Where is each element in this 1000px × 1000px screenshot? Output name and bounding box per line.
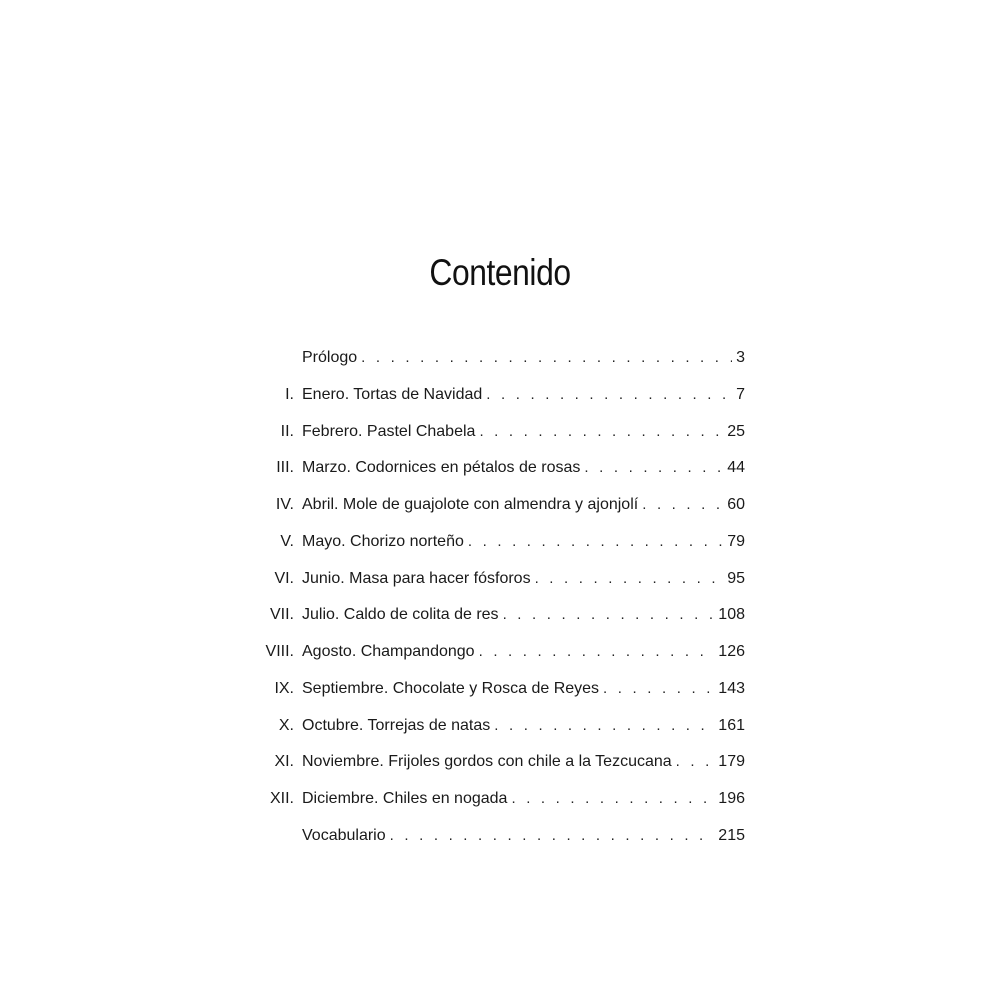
dot-leader (676, 747, 715, 777)
toc-entry-diciembre (250, 784, 745, 821)
chapter-title: Febrero. Pastel Chabela (302, 422, 476, 440)
page-number: 95 (727, 569, 745, 587)
toc-entry-junio (250, 564, 745, 601)
page-title: Contenido (429, 252, 571, 293)
chapter-number: X. (278, 716, 294, 734)
dot-leader (390, 821, 715, 851)
dot-leader (468, 527, 723, 557)
dot-leader (503, 600, 715, 630)
chapter-title: Prólogo (302, 349, 358, 366)
page-number: 126 (718, 643, 745, 660)
page-number: 161 (718, 716, 745, 734)
dot-leader (642, 490, 723, 520)
dot-leader (486, 380, 732, 410)
toc-entry-noviembre (250, 747, 745, 784)
chapter-title: Abril. Mole de guajolote con almendra y ajonjolí (302, 496, 639, 513)
toc-entry-febrero (250, 417, 745, 454)
toc-entry-abril (250, 490, 745, 527)
chapter-number: II. (280, 422, 294, 440)
dot-leader (535, 564, 724, 594)
page-number: 3 (736, 349, 745, 366)
chapter-number: I. (285, 385, 294, 403)
chapter-number: III. (276, 459, 294, 477)
chapter-title: Vocabulario (302, 826, 386, 844)
chapter-title: Noviembre. Frijoles gordos con chile a la Tezcucana (302, 753, 672, 771)
chapter-number: XII. (269, 790, 294, 807)
chapter-title: Julio. Caldo de colita de res (302, 606, 499, 624)
toc-entry-enero (250, 380, 745, 417)
table-of-contents (250, 343, 745, 858)
toc-entry-mayo (250, 527, 745, 564)
chapter-number: XI. (274, 753, 294, 771)
chapter-number: VII. (269, 606, 294, 624)
dot-leader (494, 711, 714, 741)
page-number: 60 (727, 496, 745, 513)
page-number: 7 (736, 385, 745, 403)
dot-leader (361, 343, 732, 373)
chapter-number: IX. (274, 679, 294, 697)
toc-entry-vocabulario (250, 821, 745, 858)
page-number: 143 (718, 679, 745, 697)
chapter-title: Septiembre. Chocolate y Rosca de Reyes (302, 679, 600, 697)
dot-leader (479, 637, 715, 667)
toc-entry-julio (250, 600, 745, 637)
dot-leader (511, 784, 714, 814)
toc-entry-prologo (250, 343, 745, 380)
chapter-title: Diciembre. Chiles en nogada (302, 790, 508, 807)
toc-entry-agosto (250, 637, 745, 674)
dot-leader (603, 674, 714, 704)
page-number: 215 (718, 826, 745, 844)
toc-entry-septiembre (250, 674, 745, 711)
page-number: 79 (727, 532, 745, 550)
dot-leader (584, 453, 723, 483)
chapter-title: Marzo. Codornices en pétalos de rosas (302, 459, 581, 477)
chapter-number: VI. (274, 569, 294, 587)
chapter-title: Mayo. Chorizo norteño (302, 532, 464, 550)
dot-leader (479, 417, 723, 447)
page-number: 196 (718, 790, 745, 807)
page-number: 179 (718, 753, 745, 771)
chapter-number: IV. (275, 496, 294, 513)
toc-entry-marzo (250, 453, 745, 490)
page-number: 44 (727, 459, 745, 477)
chapter-title: Agosto. Champandongo (302, 643, 475, 660)
chapter-title: Junio. Masa para hacer fósforos (302, 569, 531, 587)
page-number: 25 (727, 422, 745, 440)
chapter-title: Octubre. Torrejas de natas (302, 716, 491, 734)
page-number: 108 (718, 606, 745, 624)
toc-entry-octubre (250, 711, 745, 748)
chapter-title: Enero. Tortas de Navidad (302, 385, 483, 403)
chapter-number: VIII. (265, 643, 294, 660)
chapter-number: V. (280, 532, 294, 550)
